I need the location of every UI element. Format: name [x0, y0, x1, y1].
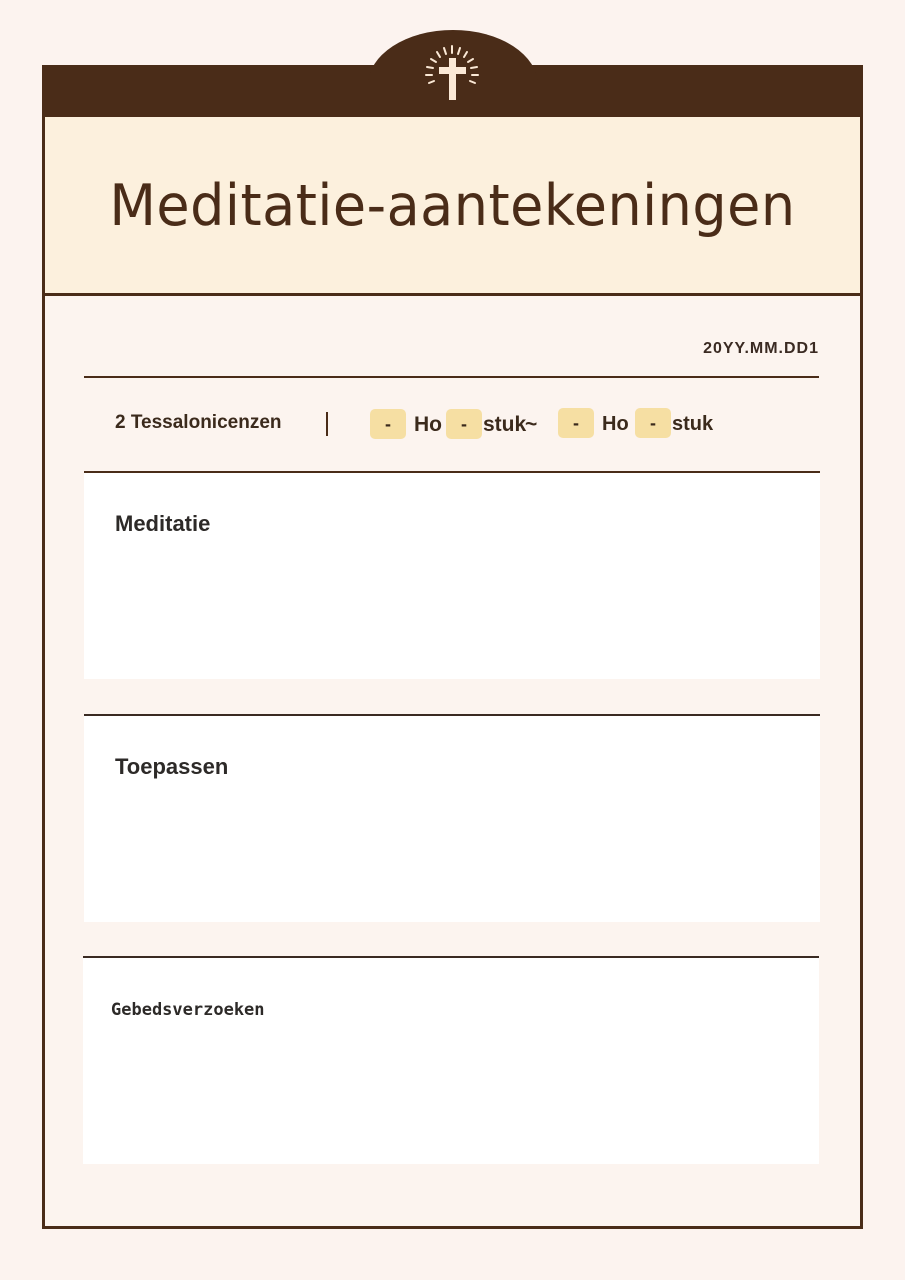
- start-verse-chip[interactable]: -: [446, 409, 482, 439]
- date-field[interactable]: 20YY.MM.DD1: [703, 340, 819, 357]
- separator-bar: [326, 412, 328, 436]
- section-title: Toepassen: [115, 754, 229, 779]
- section-gebedsverzoeken[interactable]: [83, 956, 819, 1164]
- end-chapter-label-suffix: stuk: [672, 413, 714, 435]
- range-tilde: ~: [525, 413, 538, 436]
- title-band: [45, 117, 860, 296]
- scripture-reference: [84, 400, 819, 450]
- section-meditatie[interactable]: [84, 471, 820, 679]
- book-name[interactable]: 2 Tessalonicenzen: [115, 412, 282, 433]
- section-title: Gebedsverzoeken: [111, 1000, 265, 1020]
- section-toepassen[interactable]: [84, 714, 820, 922]
- start-chapter-chip[interactable]: -: [370, 409, 406, 439]
- cross-with-rays-icon: [420, 42, 484, 106]
- divider-line: [84, 376, 819, 378]
- start-chapter-label-prefix: Ho: [414, 413, 442, 436]
- end-verse-chip[interactable]: -: [635, 408, 671, 438]
- start-chapter-label-suffix: stuk: [483, 413, 527, 436]
- section-title: Meditatie: [115, 511, 211, 536]
- end-chapter-label-prefix: Ho: [602, 413, 629, 435]
- end-chapter-chip[interactable]: -: [558, 408, 594, 438]
- page-title: Meditatie-aantekeningen: [109, 171, 796, 239]
